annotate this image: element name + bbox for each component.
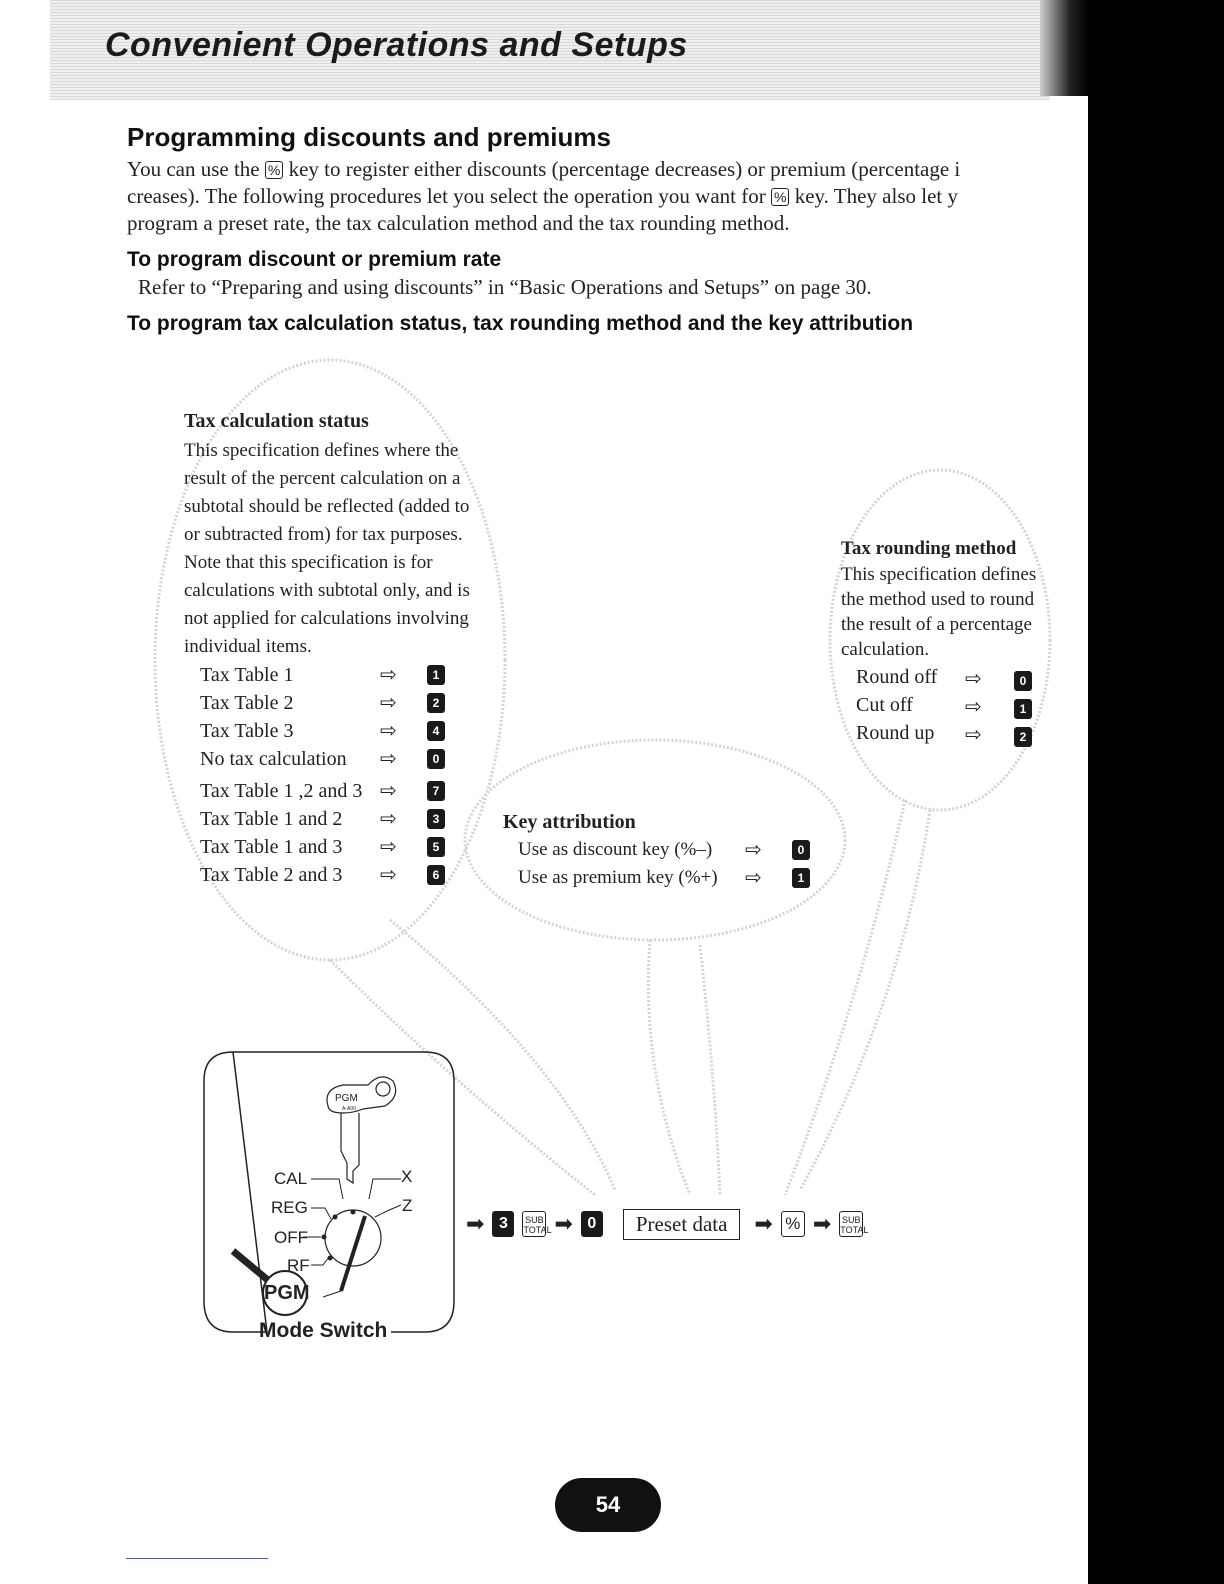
subtotal-key-icon [522, 1211, 552, 1237]
numeric-key-icon: 0 [792, 840, 810, 860]
sequence-arrow-icon: ➡ [812, 1211, 832, 1236]
arrow-right-icon: ⇨ [380, 720, 397, 742]
position-off: OFF [274, 1228, 308, 1247]
arrow-right-icon: ⇨ [380, 664, 397, 686]
tax-rounding-description [841, 562, 1061, 662]
numeric-key-icon: 2 [427, 693, 445, 713]
key-attr-option-label: Use as discount key (%–) [518, 839, 713, 860]
key-attribution-title: Key attribution [503, 811, 636, 833]
numeric-key-icon: 5 [427, 837, 445, 857]
numeric-key-icon: 1 [792, 868, 810, 888]
numeric-key-icon: 2 [1014, 727, 1032, 747]
tax-status-line: Note that this specification is for [184, 552, 433, 573]
arrow-right-icon: ⇨ [380, 864, 397, 886]
position-reg: REG [271, 1198, 308, 1217]
tax-rounding-line: This specification defines [841, 564, 1037, 585]
subsection-title-rate: To program discount or premium rate [127, 248, 502, 271]
key-tag-small: A-A00 [342, 1106, 356, 1112]
key-sequence [466, 1208, 869, 1240]
position-x: X [401, 1167, 413, 1186]
rounding-option-label: Round up [856, 722, 935, 744]
arrow-right-icon: ⇨ [380, 748, 397, 770]
tax-status-line: result of the percent calculation on a [184, 468, 461, 489]
page-number: 54 [555, 1478, 661, 1532]
subtotal-key-line: SUB [842, 1215, 861, 1225]
rounding-option-label: Round off [856, 666, 938, 688]
position-z: Z [402, 1196, 413, 1215]
tax-option-label: Tax Table 1 and 2 [200, 808, 343, 830]
subtotal-key-line: SUB [525, 1215, 544, 1225]
tax-status-line: not applied for calculations involving [184, 608, 469, 629]
subtotal-key-line: TOTAL [523, 1225, 552, 1235]
section-title: Programming discounts and premiums [127, 122, 611, 152]
arrow-right-icon: ⇨ [745, 867, 762, 889]
tax-rounding-line: the method used to round [841, 589, 1035, 610]
tax-status-line: This specification defines where the [184, 440, 459, 461]
tax-rounding-title: Tax rounding method [841, 538, 1017, 559]
percent-key-icon: % [781, 1211, 805, 1237]
arrow-right-icon: ⇨ [380, 692, 397, 714]
tax-option-label: Tax Table 2 [200, 692, 294, 714]
intro-line-3: program a preset rate, the tax calculation method and the tax rounding method. [127, 211, 790, 235]
arrow-right-icon: ⇨ [965, 724, 982, 746]
position-pgm: PGM [264, 1282, 310, 1304]
arrow-right-icon: ⇨ [380, 808, 397, 830]
mode-switch-frame [203, 1051, 455, 1337]
sequence-key-3: 3 [492, 1211, 514, 1237]
sequence-arrow-icon: ➡ [754, 1211, 773, 1236]
arrow-right-icon: ⇨ [965, 668, 982, 690]
sequence-arrow-icon: ➡ [466, 1211, 485, 1236]
intro-line-2b: key. They also let y [794, 184, 958, 208]
tax-option-label: Tax Table 2 and 3 [200, 864, 343, 886]
subtotal-key-line: TOTAL [840, 1225, 869, 1235]
position-rf: RF [287, 1256, 310, 1275]
numeric-key-icon: 0 [1014, 671, 1032, 691]
numeric-key-icon: 1 [1014, 699, 1032, 719]
footer-line [126, 1558, 268, 1559]
arrow-right-icon: ⇨ [380, 780, 397, 802]
tax-status-line: individual items. [184, 636, 312, 657]
sequence-key-0: 0 [581, 1211, 603, 1237]
arrow-right-icon: ⇨ [745, 839, 762, 861]
tax-option-label: Tax Table 3 [200, 720, 294, 742]
tax-rounding-line: the result of a percentage [841, 614, 1032, 635]
key-attr-option-label: Use as premium key (%+) [518, 867, 718, 888]
tax-status-description [184, 437, 514, 661]
percent-key-icon: % [265, 161, 283, 179]
arrow-right-icon: ⇨ [380, 836, 397, 858]
intro-line-2a: creases). The following procedures let you select the operation you want for [127, 184, 766, 208]
intro-line-1b: key to register either discounts (percentage decreases) or premium (percentage i [288, 157, 961, 181]
subtotal-key-icon [839, 1211, 869, 1237]
numeric-key-icon: 3 [427, 809, 445, 829]
key-tag-label: PGM [335, 1093, 358, 1104]
sequence-arrow-icon: ➡ [554, 1211, 573, 1236]
tax-option-label: Tax Table 1 and 3 [200, 836, 343, 858]
tax-option-label: No tax calculation [200, 748, 347, 770]
arrow-right-icon: ⇨ [965, 696, 982, 718]
tax-status-line: calculations with subtotal only, and is [184, 580, 470, 601]
chapter-title: Convenient Operations and Setups [105, 26, 688, 64]
percent-key-icon: % [771, 188, 789, 206]
position-cal: CAL [274, 1169, 308, 1188]
numeric-key-icon: 7 [427, 781, 445, 801]
tax-status-line: or subtracted from) for tax purposes. [184, 524, 463, 545]
rounding-option-label: Cut off [856, 694, 913, 716]
numeric-key-icon: 1 [427, 665, 445, 685]
subsection-title-tax: To program tax calculation status, tax rounding method and the key attribution [127, 312, 914, 335]
numeric-key-icon: 4 [427, 721, 445, 741]
tax-option-label: Tax Table 1 [200, 664, 294, 686]
preset-data-box: Preset data [623, 1209, 741, 1240]
tax-status-title: Tax calculation status [184, 410, 369, 432]
numeric-key-icon: 0 [427, 749, 445, 769]
tax-status-line: subtotal should be reflected (added to [184, 496, 470, 517]
intro-line-1a: You can use the [127, 157, 260, 181]
tax-rounding-line: calculation. [841, 639, 930, 660]
mode-switch-label: Mode Switch [259, 1319, 388, 1342]
tax-option-label: Tax Table 1 ,2 and 3 [200, 780, 363, 802]
numeric-key-icon: 6 [427, 865, 445, 885]
mode-switch-figure [203, 1051, 455, 1342]
subsection-text-rate: Refer to “Preparing and using discounts” in “Basic Operations and Setups” on page 30. [138, 275, 872, 299]
